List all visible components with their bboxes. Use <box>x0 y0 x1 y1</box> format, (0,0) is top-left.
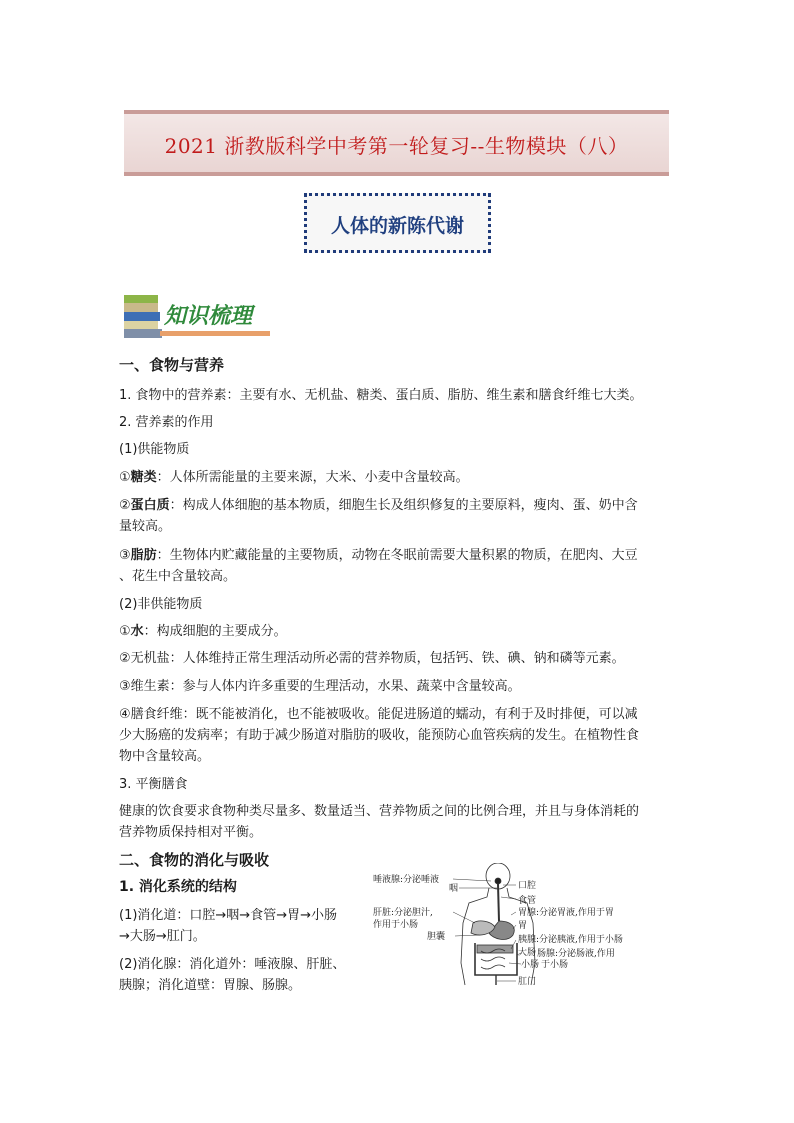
label-anus: 肛门 <box>518 977 537 987</box>
label-pharynx: 咽 <box>449 884 459 894</box>
section-1-heading: 一、食物与营养 <box>119 356 225 374</box>
digestive-glands: (2)消化腺：消化道外：唾液腺、肝脏、 <box>119 957 346 972</box>
digestive-glands-cont: 胰腺；消化道壁：胃腺、肠腺。 <box>119 978 302 993</box>
title-banner <box>124 110 669 176</box>
label-esophagus: 食管 <box>518 896 537 906</box>
label-liver-cont: 作用于小肠 <box>373 920 419 930</box>
digestive-structure-title: 1. 消化系统的结构 <box>119 879 237 895</box>
label-intestinal-gland-cont: 于小肠 <box>541 960 569 970</box>
sub-nonenergy: (2)非供能物质 <box>119 597 203 612</box>
sub-energy: (1)供能物质 <box>119 442 190 457</box>
item-fiber: ④膳食纤维：既不能被消化，也不能被吸收。能促进肠道的蠕动，有利于及时排便，可以减 <box>119 707 638 722</box>
item-fiber-cont: 少大肠癌的发病率；有助于减少肠道对脂肪的吸收，能预防心血管疾病的发生。在植物性食 <box>119 728 640 743</box>
label-stomach: 胃 <box>518 921 528 931</box>
page-subtitle: 人体的新陈代谢 <box>330 215 464 237</box>
balanced-diet-text: 健康的饮食要求食物种类尽量多、数量适当、营养物质之间的比例合理，并且与身体消耗的 <box>119 804 640 819</box>
label-pancreas: 胰腺:分泌胰液,作用于小肠 <box>518 935 623 945</box>
item-carbs: ①糖类：人体所需能量的主要来源，大米、小麦中含量较高。 <box>119 470 469 485</box>
item-vitamin: ③维生素：参与人体内许多重要的生理活动，水果、蔬菜中含量较高。 <box>119 679 521 694</box>
item-salt: ②无机盐：人体维持正常生理活动所必需的营养物质，包括钙、铁、碘、钠和磷等元素。 <box>119 651 625 666</box>
digestive-system-diagram <box>371 863 671 988</box>
label-small-intestine: 小肠 <box>521 960 540 970</box>
label-gallbladder: 胆囊 <box>427 932 446 942</box>
page-title: 2021 浙教版科学中考第一轮复习--生物模块（八） <box>164 134 629 158</box>
label-salivary-gland: 唾液腺:分泌唾液 <box>373 875 440 885</box>
label-gastric-gland: 胃腺:分泌胃液,作用于胃 <box>518 908 614 918</box>
balanced-diet-title: 3. 平衡膳食 <box>119 777 188 792</box>
label-mouth: 口腔 <box>518 881 537 891</box>
item-fat: ③脂肪：生物体内贮藏能量的主要物质，动物在冬眠前需要大量积累的物质，在肥肉、大豆 <box>119 548 638 563</box>
subtitle-box <box>304 193 491 253</box>
paragraph-nutrients: 1. 食物中的营养素：主要有水、无机盐、糖类、蛋白质、脂肪、维生素和膳食纤维七大类。 <box>119 388 643 403</box>
digestive-tract-drawing <box>471 878 517 985</box>
paragraph-role-title: 2. 营养素的作用 <box>119 415 214 430</box>
item-fiber-cont2: 物中含量较高。 <box>119 749 211 764</box>
logo-text: 知识梳理 <box>164 303 253 329</box>
label-liver: 肝脏:分泌胆汁, <box>373 908 433 918</box>
item-fat-cont: 、花生中含量较高。 <box>119 569 237 584</box>
digestive-tract-cont: →大肠→肛门。 <box>119 929 206 944</box>
knowledge-logo <box>124 293 274 345</box>
label-intestinal-gland: 肠腺:分泌肠液,作用 <box>537 949 615 959</box>
section-2-heading: 二、食物的消化与吸收 <box>119 851 270 869</box>
item-water: ①水：构成细胞的主要成分。 <box>119 624 287 639</box>
digestive-tract: (1)消化道：口腔→咽→食管→胃→小肠 <box>119 908 337 923</box>
label-large-intestine: 大肠 <box>518 948 537 958</box>
balanced-diet-text-cont: 营养物质保持相对平衡。 <box>119 825 263 840</box>
item-protein: ②蛋白质：构成人体细胞的基本物质，细胞生长及组织修复的主要原料，瘦肉、蛋、奶中含 <box>119 498 638 513</box>
item-protein-cont: 量较高。 <box>119 519 172 534</box>
